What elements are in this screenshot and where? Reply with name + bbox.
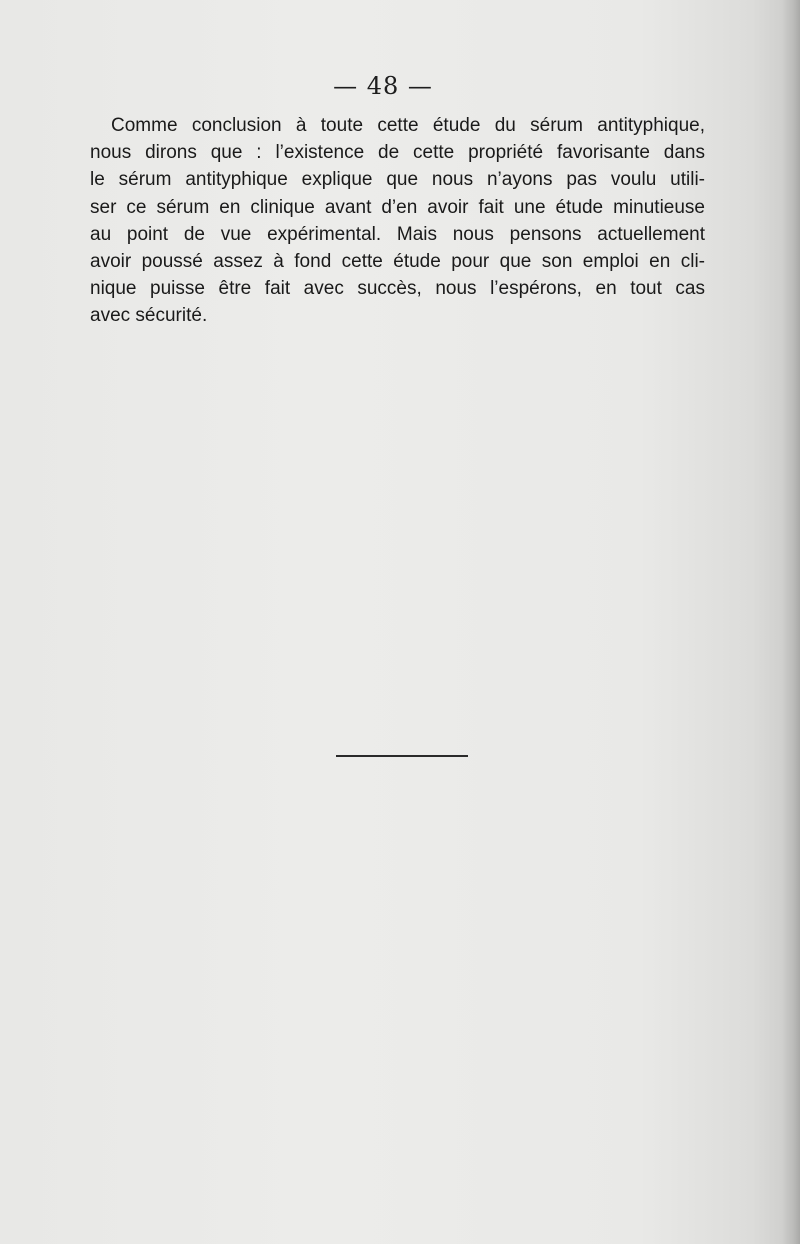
body-paragraph [90, 112, 705, 330]
page-number: — 48 — [333, 72, 433, 100]
paragraph-line: le sérum antityphique explique que nous n’ayons pas voulu utili- [90, 169, 705, 191]
paragraph-line: ser ce sérum en clinique avant d’en avoir fait une étude minutieuse [90, 196, 705, 218]
paragraph-line: avoir poussé assez à fond cette étude pour que son emploi en cli- [90, 251, 705, 273]
paragraph-line: nous dirons que : l’existence de cette propriété favorisante dans [90, 142, 705, 164]
paragraph-line: nique puisse être fait avec succès, nous l’espérons, en tout cas [90, 278, 705, 300]
page-edge-shadow [782, 0, 800, 1244]
paragraph-line: Comme conclusion à toute cette étude du sérum antityphique, [111, 115, 705, 136]
paragraph-line: avec sécurité. [90, 305, 208, 327]
section-end-rule [336, 755, 468, 757]
paragraph-line: au point de vue expérimental. Mais nous pensons actuellement [90, 223, 705, 245]
